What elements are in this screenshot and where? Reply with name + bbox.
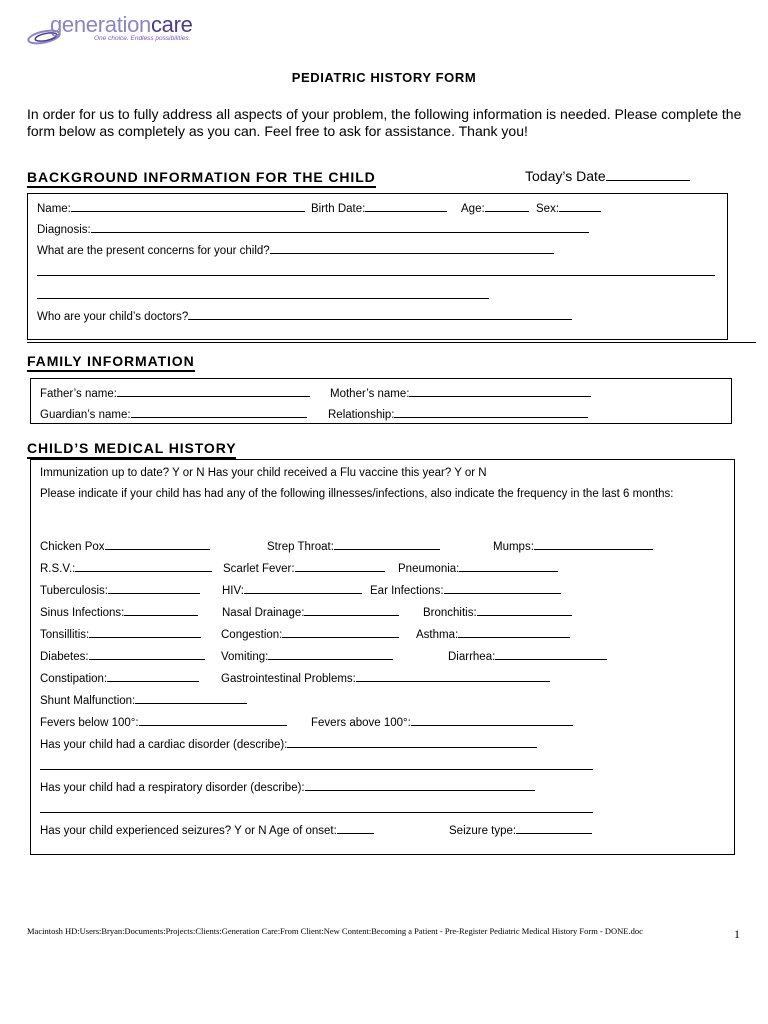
birth-date-field[interactable]: Birth Date: bbox=[311, 200, 447, 216]
diagnosis-field[interactable]: Diagnosis: bbox=[37, 221, 589, 237]
mumps-field[interactable]: Mumps: bbox=[493, 538, 653, 554]
seizures-field[interactable]: Has your child experienced seizures? Y or N Age of onset: bbox=[40, 822, 374, 838]
age-field[interactable]: Age: bbox=[461, 200, 529, 216]
background-section-title: BACKGROUND INFORMATION FOR THE CHILD bbox=[27, 169, 376, 188]
strep-throat-field[interactable]: Strep Throat: bbox=[267, 538, 440, 554]
present-concerns-field[interactable]: What are the present concerns for your child? bbox=[37, 242, 554, 258]
todays-date-field[interactable]: Today’s Date bbox=[525, 168, 690, 184]
constipation-field[interactable]: Constipation: bbox=[40, 670, 199, 686]
sex-field[interactable]: Sex: bbox=[536, 200, 601, 216]
page-number: 1 bbox=[734, 927, 740, 941]
father-name-field[interactable]: Father’s name: bbox=[40, 385, 310, 401]
family-section-title: FAMILY INFORMATION bbox=[27, 353, 195, 372]
respiratory-disorder-field[interactable]: Has your child had a respiratory disorder (describe): bbox=[40, 779, 535, 795]
ear-infections-field[interactable]: Ear Infections: bbox=[370, 582, 561, 598]
logo-wordmark: generationcare bbox=[50, 12, 193, 37]
diabetes-field[interactable]: Diabetes: bbox=[40, 648, 205, 664]
concerns-line-1[interactable] bbox=[37, 275, 715, 276]
intro-paragraph: In order for us to fully address all aspects of your problem, the following information is needed. Please complete the form below as completely as you can. Feel free to ask for assistance. Thank you! bbox=[27, 106, 742, 139]
hiv-field[interactable]: HIV: bbox=[222, 582, 362, 598]
concerns-line-2[interactable] bbox=[37, 298, 489, 299]
illness-prompt: Please indicate if your child has had any of the following illnesses/infections, also indicate the frequency in the last 6 months: bbox=[40, 488, 674, 500]
footer-file-path: Macintosh HD:Users:Bryan:Documents:Projects:Clients:Generation Care:From Client:New Content:Becoming a Patient - Pre-Register Pediatric Medical History Form - DONE.doc bbox=[27, 926, 643, 936]
rsv-field[interactable]: R.S.V.: bbox=[40, 560, 212, 576]
immunization-question[interactable]: Immunization up to date? Y or N Has your child received a Flu vaccine this year? Y or N bbox=[40, 467, 487, 479]
medical-section-title: CHILD’S MEDICAL HISTORY bbox=[27, 440, 236, 459]
nasal-drainage-field[interactable]: Nasal Drainage: bbox=[222, 604, 399, 620]
cardiac-line[interactable] bbox=[40, 769, 593, 770]
background-bottom-rule bbox=[27, 342, 756, 343]
bronchitis-field[interactable]: Bronchitis: bbox=[423, 604, 572, 620]
congestion-field[interactable]: Congestion: bbox=[221, 626, 399, 642]
doctors-field[interactable]: Who are your child’s doctors? bbox=[37, 308, 572, 324]
cardiac-disorder-field[interactable]: Has your child had a cardiac disorder (describe): bbox=[40, 736, 537, 752]
shunt-malfunction-field[interactable]: Shunt Malfunction: bbox=[40, 692, 247, 708]
child-name-field[interactable]: Name: bbox=[37, 200, 305, 216]
logo-tagline: One choice. Endless possibilities. bbox=[94, 35, 191, 42]
pneumonia-field[interactable]: Pneumonia: bbox=[398, 560, 558, 576]
mother-name-field[interactable]: Mother’s name: bbox=[330, 385, 591, 401]
fevers-below-field[interactable]: Fevers below 100°: bbox=[40, 714, 287, 730]
tonsillitis-field[interactable]: Tonsillitis: bbox=[40, 626, 201, 642]
relationship-field[interactable]: Relationship: bbox=[328, 406, 588, 422]
respiratory-line[interactable] bbox=[40, 812, 593, 813]
asthma-field[interactable]: Asthma: bbox=[416, 626, 570, 642]
diarrhea-field[interactable]: Diarrhea: bbox=[448, 648, 607, 664]
scarlet-fever-field[interactable]: Scarlet Fever: bbox=[223, 560, 385, 576]
sinus-infections-field[interactable]: Sinus Infections: bbox=[40, 604, 198, 620]
vomiting-field[interactable]: Vomiting: bbox=[221, 648, 393, 664]
chicken-pox-field[interactable]: Chicken Pox bbox=[40, 538, 210, 554]
seizure-type-field[interactable]: Seizure type: bbox=[449, 822, 592, 838]
generation-care-logo bbox=[26, 12, 226, 52]
tuberculosis-field[interactable]: Tuberculosis: bbox=[40, 582, 200, 598]
guardian-name-field[interactable]: Guardian’s name: bbox=[40, 406, 307, 422]
gastrointestinal-field[interactable]: Gastrointestinal Problems: bbox=[221, 670, 550, 686]
form-title: PEDIATRIC HISTORY FORM bbox=[291, 70, 477, 85]
fevers-above-field[interactable]: Fevers above 100°: bbox=[311, 714, 573, 730]
